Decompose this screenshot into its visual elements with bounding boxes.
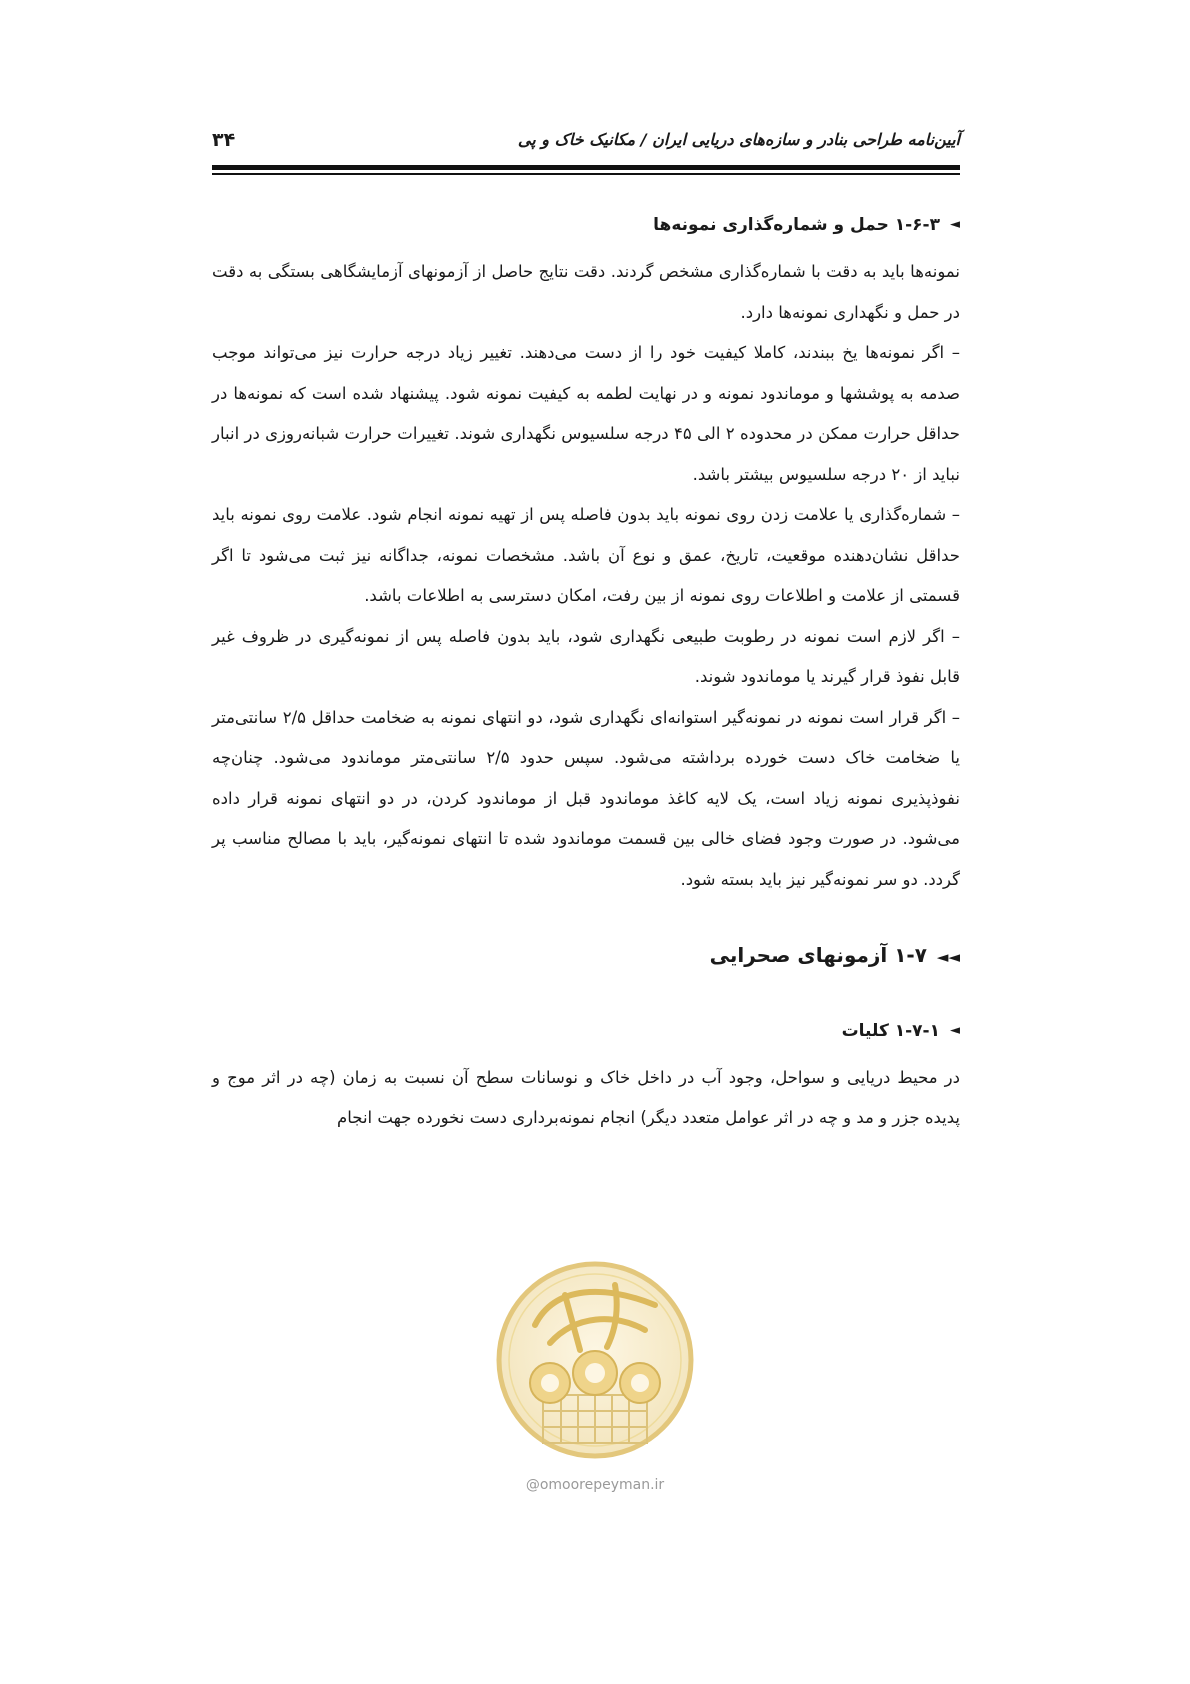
paragraph: نمونه‌ها باید به دقت با شماره‌گذاری مشخص گردند. دقت نتایج حاصل از آزمونهای آزمایشگاهی بستگی به دقت در حمل و نگهداری نمونه‌ها دارد.	[212, 262, 960, 322]
section-heading-1-7	[212, 938, 960, 974]
page-number: ۳۴	[212, 129, 236, 151]
paragraph: – اگر نمونه‌ها یخ ببندند، کاملا کیفیت خود را از دست می‌دهند. تغییر زیاد درجه حرارت نیز می‌تواند موجب صدمه به پوششها و موماندود نمونه و در نهایت لطمه به کیفیت نمونه شود. پیشنهاد شده است که نمونه‌ها در حداقل حرارت ممکن در محدوده ۲ الی ۴۵ درجه سلسیوس نگهداری شوند. تغییرات حرارت شبانه‌روزی در انبار نباید از ۲۰ درجه سلسیوس بیشتر باشد.	[212, 343, 961, 484]
page-header	[212, 128, 960, 162]
watermark	[495, 1255, 695, 1505]
section-heading-1-7-1	[212, 1016, 960, 1046]
section-heading-text: ۱-۷-۱ کلیات	[841, 1020, 940, 1041]
paragraph: – شماره‌گذاری یا علامت زدن روی نمونه باید بدون فاصله پس از تهیه نمونه انجام شود. علامت روی نمونه باید حداقل نشان‌دهنده موقعیت، تاریخ، عمق و نوع آن باشد. مشخصات نمونه، جداگانه نیز ثبت می‌شود تا اگر قسمتی از علامت و اطلاعات روی نمونه از بین رفت، امکان دسترسی به اطلاعات باشد.	[212, 505, 960, 605]
heading-bullet-icon: ◄	[950, 217, 960, 232]
section-heading-text: ۱-۷ آزمونهای صحرایی	[709, 943, 927, 967]
paragraph: در محیط دریایی و سواحل، وجود آب در داخل خاک و نوسانات سطح آن نسبت به زمان (چه در اثر موج و پدیده جزر و مد و چه در اثر عوامل متعدد دیگر) انجام نمونه‌برداری دست نخورده جهت انجام	[212, 1067, 960, 1127]
paragraph: – اگر قرار است نمونه در نمونه‌گیر استوانه‌ای نگهداری شود، دو انتهای نمونه به ضخامت حداقل ۲/۵ سانتی‌متر یا ضخامت خاک دست خورده برداشته می‌شود. سپس حدود ۲/۵ سانتی‌متر موماندود می‌شود. چنان‌چه نفوذپذیری نمونه زیاد است، یک لایه کاغذ موماندود قبل از موماندود کردن، در دو انتهای نمونه قرار داده می‌شود. در صورت وجود فضای خالی بین قسمت موماندود شده تا انتهای نمونه‌گیر، باید با مصالح مناسب پر گردد. دو سر نمونه‌گیر نیز باید بسته شود.	[212, 707, 961, 889]
heading-bullet-icon: ◄	[950, 1022, 960, 1038]
heading-double-bullet-icon: ◄◄	[936, 947, 960, 966]
page-body	[212, 210, 960, 1139]
running-title: آیین‌نامه طراحی بنادر و سازه‌های دریایی ایران / مکانیک خاک و پی	[517, 130, 960, 149]
watermark-logo-icon	[495, 1255, 695, 1470]
header-rule-thick	[212, 165, 960, 170]
watermark-url: @omoorepeyman.ir	[525, 1477, 665, 1493]
paragraph: – اگر لازم است نمونه در رطوبت طبیعی نگهداری شود، باید بدون فاصله پس از نمونه‌گیری در ظروف غیر قابل نفوذ قرار گیرند یا موماندود شوند.	[212, 626, 960, 686]
section-heading-1-6-3	[212, 210, 960, 240]
header-rule-thin	[212, 173, 960, 175]
section-heading-text: ۱-۶-۳ حمل و شماره‌گذاری نمونه‌ها	[653, 215, 940, 235]
